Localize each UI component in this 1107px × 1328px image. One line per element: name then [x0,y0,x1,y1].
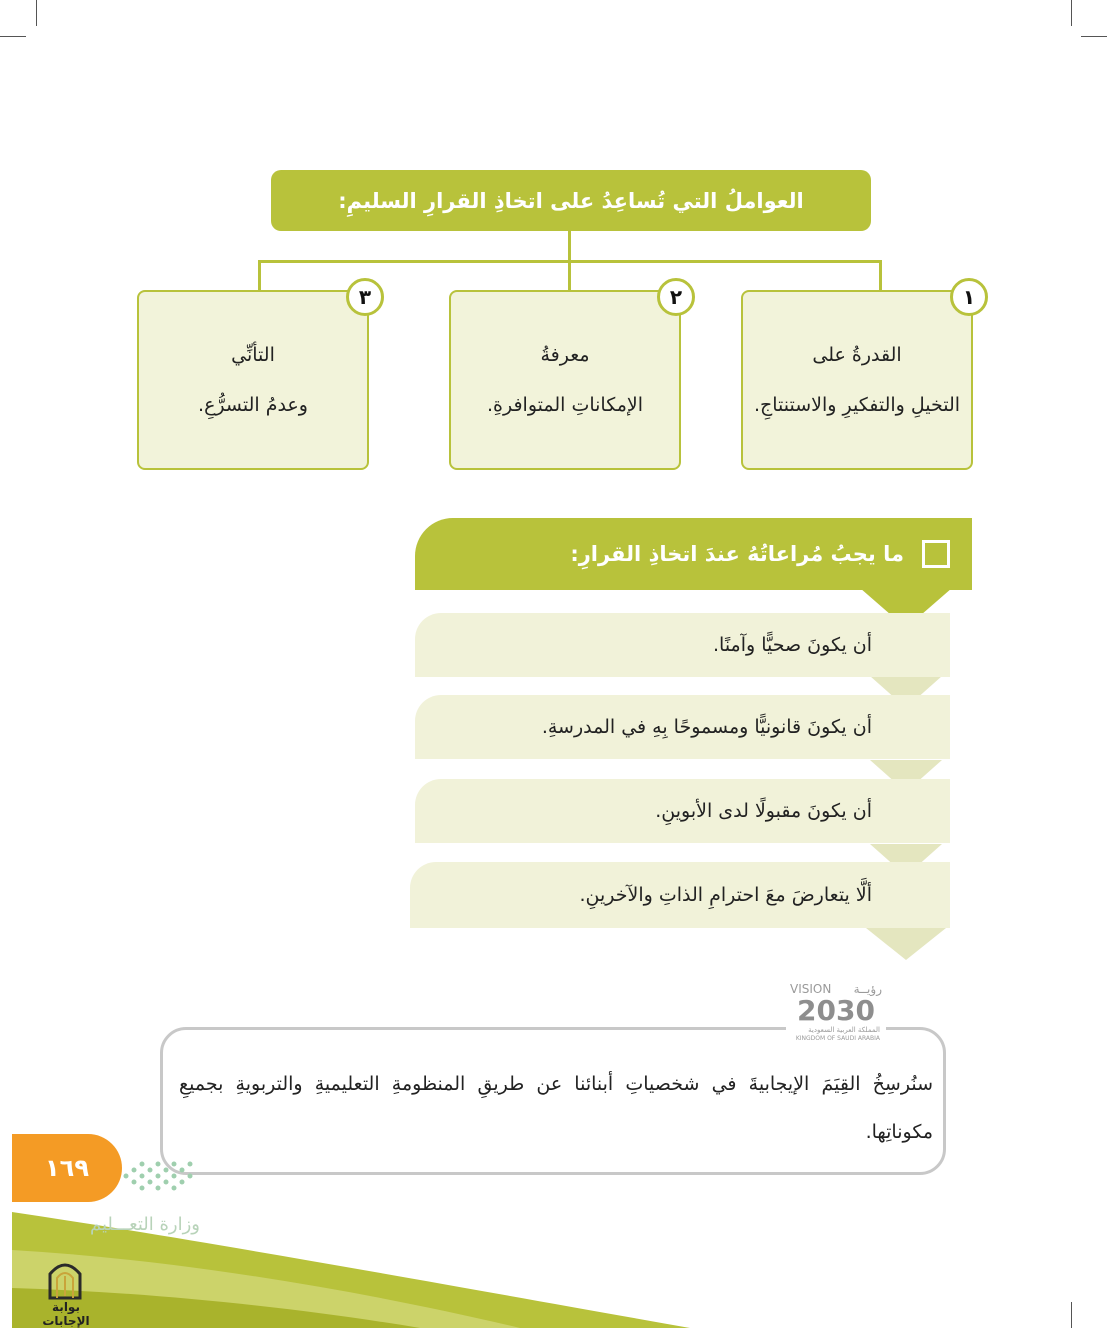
factor-2-line1: معرفةُ [540,344,590,366]
considerations-heading: ما يجبُ مُراعاتُهُ عندَ اتخاذِ القرارِ: [570,542,904,566]
factor-box-3 [137,290,369,470]
gateway-logo-icon [44,1256,86,1300]
gateway-label: بوابة الإجابات [42,1300,90,1328]
vision-year: 2030 [797,994,875,1027]
list-item [415,695,950,759]
factor-1-line2: التخيلِ والتفكيرِ والاستنتاجِ. [753,394,961,416]
vision-2030-logo [786,980,886,1046]
factor-box-1 [741,290,973,470]
list-item-text: أن يكونَ صحيًّا وآمنًا. [712,634,872,656]
list-item [410,862,950,928]
vision-quote-text: سنُرسِخُ القِيَمَ الإيجابيةَ في شخصياتِ أبنائنا عن طريقِ المنظومةِ التعليميةِ والتربويةِ بجميعِ مكوناتِها. [179,1073,933,1143]
list-item-text: أن يكونَ قانونيًّا ومسموحًا بِهِ في المدرسةِ. [541,716,872,738]
square-bullet-icon [922,540,950,568]
ministry-dots-icon [118,1156,198,1196]
ministry-name: وزارة التعـــليم [89,1214,200,1235]
vision-country-en: KINGDOM OF SAUDI ARABIA [795,1035,880,1042]
list-item [415,613,950,677]
list-item-text: أن يكونَ مقبولًا لدى الأبوينِ. [655,800,872,822]
factor-number-2: ٢ [657,278,695,316]
factor-number-3: ٣ [346,278,384,316]
factor-3-line2: وعدمُ التسرُّعِ. [198,394,308,416]
factors-title: العواملُ التي تُساعِدُ على اتخاذِ القرارِ السليمِ: [271,170,871,231]
chevron-down-icon [866,928,946,960]
factor-number-1: ١ [950,278,988,316]
factor-1-line1: القدرةُ على [812,344,902,366]
connector-line [258,260,261,292]
vision-latin: VISION [790,982,832,996]
list-item [415,779,950,843]
connector-line [568,260,571,292]
crop-mark [1081,36,1107,37]
factor-3-line1: التأنِّي [231,344,275,366]
crop-mark [0,36,26,37]
crop-mark [36,0,37,26]
vision-country-ar: المملكة العربية السعودية [808,1026,880,1034]
crop-mark [1071,0,1072,26]
factor-box-2 [449,290,681,470]
vision-quote-box [160,1027,946,1175]
connector-line [568,231,571,263]
list-item-text: ألَّا يتعارضَ معَ احترامِ الذاتِ والآخرينِ. [579,884,872,906]
connector-line [879,260,882,292]
page-number: ١٦٩ [45,1154,89,1182]
factor-2-line2: الإمكاناتِ المتوافرةِ. [486,394,644,416]
page-number-badge [12,1134,122,1202]
vision-arabic: رؤيــة [853,982,882,996]
considerations-header [415,518,972,590]
